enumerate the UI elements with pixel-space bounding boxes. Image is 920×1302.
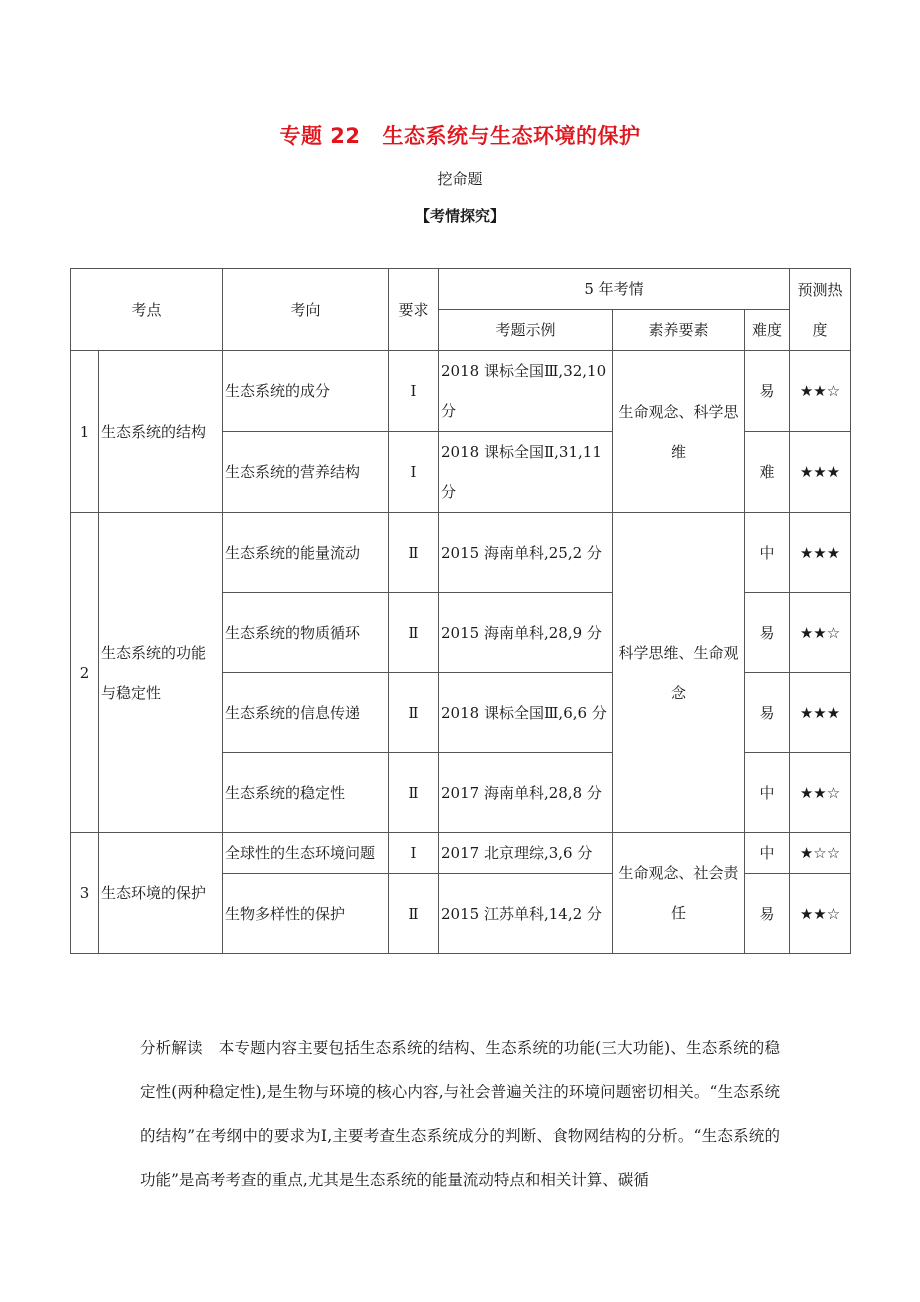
- example-cell: 2018 课标全国Ⅲ,6,6 分: [439, 673, 613, 753]
- header-forecast: 预测热度: [790, 269, 851, 351]
- title-main: 生态系统与生态环境的保护: [382, 124, 641, 148]
- difficulty-cell: 难: [745, 432, 790, 513]
- example-cell: 2015 海南单科,28,9 分: [439, 593, 613, 673]
- requirement-cell: Ⅰ: [389, 432, 439, 513]
- header-literacy: 素养要素: [613, 310, 745, 351]
- difficulty-cell: 易: [745, 673, 790, 753]
- heat-rating: ★★☆: [790, 351, 851, 432]
- heat-rating: ★☆☆: [790, 833, 851, 874]
- group-topic: 生态系统的功能与稳定性: [99, 513, 223, 833]
- section-heading: 【考情探究】: [414, 207, 505, 225]
- direction-cell: 生态系统的稳定性: [223, 753, 389, 833]
- direction-cell: 生态系统的营养结构: [223, 432, 389, 513]
- table-row: [71, 351, 851, 432]
- analysis-paragraph: [140, 1026, 780, 1202]
- subtitle: 挖命题: [437, 170, 483, 188]
- header-yaoqiu: 要求: [389, 269, 439, 351]
- example-cell: 2017 北京理综,3,6 分: [439, 833, 613, 874]
- header-difficulty: 难度: [745, 310, 790, 351]
- group-number: 3: [71, 833, 99, 954]
- requirement-cell: Ⅱ: [389, 513, 439, 593]
- difficulty-cell: 中: [745, 753, 790, 833]
- requirement-cell: Ⅱ: [389, 593, 439, 673]
- literacy-cell: 生命观念、科学思维: [613, 351, 745, 513]
- direction-cell: 全球性的生态环境问题: [223, 833, 389, 874]
- group-topic: 生态系统的结构: [99, 351, 223, 513]
- exam-analysis-table: [70, 268, 851, 954]
- example-cell: 2017 海南单科,28,8 分: [439, 753, 613, 833]
- difficulty-cell: 易: [745, 351, 790, 432]
- table-row: [71, 833, 851, 874]
- direction-cell: 生态系统的物质循环: [223, 593, 389, 673]
- direction-cell: 生态系统的信息传递: [223, 673, 389, 753]
- literacy-cell: 科学思维、生命观念: [613, 513, 745, 833]
- difficulty-cell: 易: [745, 593, 790, 673]
- example-cell: 2018 课标全国Ⅱ,31,11 分: [439, 432, 613, 513]
- direction-cell: 生态系统的成分: [223, 351, 389, 432]
- heat-rating: ★★☆: [790, 753, 851, 833]
- header-kaodian: 考点: [71, 269, 223, 351]
- difficulty-cell: 易: [745, 874, 790, 954]
- title-prefix: 专题 22: [279, 124, 361, 148]
- heat-rating: ★★★: [790, 513, 851, 593]
- table-row: [71, 513, 851, 593]
- heat-rating: ★★☆: [790, 593, 851, 673]
- header-example: 考题示例: [439, 310, 613, 351]
- header-five-year: 5 年考情: [439, 269, 790, 310]
- example-cell: 2015 江苏单科,14,2 分: [439, 874, 613, 954]
- direction-cell: 生态系统的能量流动: [223, 513, 389, 593]
- group-number: 1: [71, 351, 99, 513]
- difficulty-cell: 中: [745, 513, 790, 593]
- requirement-cell: Ⅱ: [389, 753, 439, 833]
- heat-rating: ★★☆: [790, 874, 851, 954]
- heat-rating: ★★★: [790, 673, 851, 753]
- requirement-cell: Ⅱ: [389, 874, 439, 954]
- difficulty-cell: 中: [745, 833, 790, 874]
- requirement-cell: Ⅰ: [389, 351, 439, 432]
- literacy-cell: 生命观念、社会责任: [613, 833, 745, 954]
- group-topic: 生态环境的保护: [99, 833, 223, 954]
- page-title: [0, 120, 920, 150]
- direction-cell: 生物多样性的保护: [223, 874, 389, 954]
- example-cell: 2015 海南单科,25,2 分: [439, 513, 613, 593]
- group-number: 2: [71, 513, 99, 833]
- analysis-text: 本专题内容主要包括生态系统的结构、生态系统的功能(三大功能)、生态系统的稳定性(两种稳定性),是生物与环境的核心内容,与社会普遍关注的环境问题密切相关。“生态系统的结构”在考纲中的要求为Ⅰ,主要考查生态系统成分的判断、食物网结构的分析。“生态系统的功能”是高考考查的重点,尤其是生态系统的能量流动特点和相关计算、碳循: [140, 1039, 780, 1189]
- requirement-cell: Ⅰ: [389, 833, 439, 874]
- header-kaoxiang: 考向: [223, 269, 389, 351]
- example-cell: 2018 课标全国Ⅲ,32,10 分: [439, 351, 613, 432]
- heat-rating: ★★★: [790, 432, 851, 513]
- analysis-label: 分析解读: [140, 1039, 203, 1057]
- requirement-cell: Ⅱ: [389, 673, 439, 753]
